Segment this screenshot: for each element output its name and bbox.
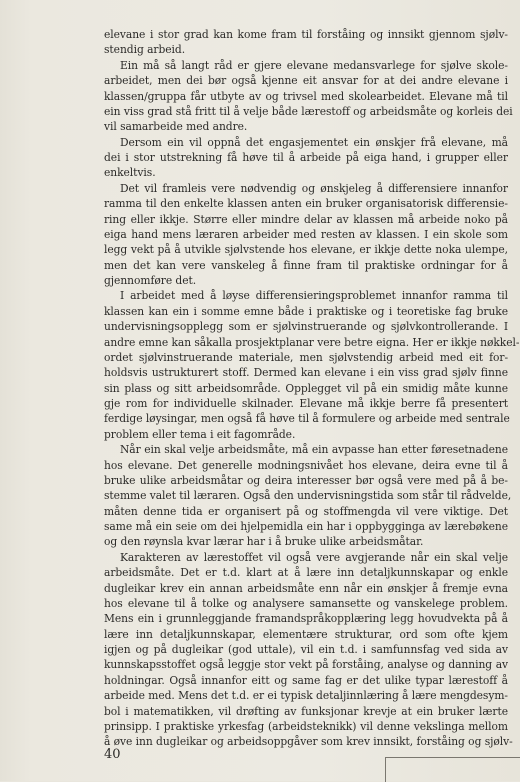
- text-line: og den røynsla kvar lærar har i å bruke ulike arbeidsmåtar.: [104, 535, 424, 549]
- text-line: dugleikar krev ein annan arbeidsmåte enn når ein ønskjer å fremje evna: [104, 581, 508, 595]
- text-line: Når ein skal velje arbeidsmåte, må ein avpasse han etter føresetnadene: [120, 443, 508, 457]
- text-line: ring eller ikkje. Større eller mindre delar av klassen må arbeide noko på: [104, 212, 508, 226]
- text-line: ordet sjølvinstruerande materiale, men sjølvstendig arbeid med eit for-: [104, 350, 508, 364]
- text-line: gjennomføre det.: [104, 274, 197, 287]
- text-line: andre emne kan såkalla prosjektplanar vere betre eigna. Her er ikkje nøkkel-: [104, 335, 520, 349]
- text-line: lære inn detaljkunnskapar, elementære strukturar, ord som ofte kjem: [104, 627, 508, 641]
- text-line: holdsvis ustrukturert stoff. Dermed kan elevane i ein viss grad sjølv finne: [104, 366, 508, 380]
- text-line: Det vil framleis vere nødvendig og ønskjeleg å differensiere innanfor: [120, 181, 508, 195]
- text-line: klassen/gruppa får utbyte av og trivsel med skolearbeidet. Elevane må til: [104, 89, 508, 103]
- text-line: hos elevane til å tolke og analysere samansette og vanskelege problem.: [104, 596, 508, 610]
- text-line: same må ein seie om dei hjelpemidla ein har i oppbygginga av lærebøkene: [104, 520, 508, 533]
- text-line: stendig arbeid.: [104, 43, 186, 57]
- text-line: Ein må så langt råd er gjere elevane medansvarlege for sjølve skole-: [120, 58, 508, 72]
- text-line: I arbeidet med å løyse differensieringsproblemet innanfor ramma til: [120, 289, 508, 303]
- body-text: [104, 27, 520, 750]
- text-line: eiga hand mens læraren arbeider med resten av klassen. I ein skole som: [104, 227, 508, 241]
- text-line: men det kan vere vanskeleg å finne fram til praktiske ordningar for å: [104, 258, 508, 272]
- text-line: arbeidsmåte. Det er t.d. klart at å lære inn detaljkunnskapar og enkle: [104, 566, 508, 580]
- text-line: arbeidet, men dei bør også kjenne eit ansvar for at dei andre elevane i: [104, 74, 508, 88]
- text-line: stemme valet til læraren. Også den undervisningstida som står til rådvelde,: [104, 489, 512, 503]
- text-line: sin plass og sitt arbeidsområde. Opplegget vil på ein smidig måte kunne: [104, 381, 508, 395]
- text-line: klassen kan ein i somme emne både i praktiske og i teoretiske fag bruke: [104, 304, 508, 318]
- text-line: prinsipp. I praktiske yrkesfag (arbeidsteknikk) vil denne vekslinga mellom: [104, 719, 508, 733]
- text-line: ein viss grad stå fritt til å velje både lærestoff og arbeidsmåte og korleis dei: [104, 104, 513, 118]
- text-line: Karakteren av lærestoffet vil også vere avgjerande når ein skal velje: [120, 550, 508, 564]
- text-line: å øve inn dugleikar og arbeidsoppgåver som krev innsikt, forståing og sjølv-: [104, 735, 513, 749]
- text-line: elevane i stor grad kan kome fram til forståing og innsikt gjennom sjølv-: [104, 28, 508, 41]
- text-line: Dersom ein vil oppnå det engasjementet ein ønskjer frå elevane, må: [120, 135, 508, 149]
- text-line: Mens ein i grunnleggjande framandspråkopplæring legg hovudvekta på å: [104, 612, 508, 626]
- text-line: bruke ulike arbeidsmåtar og deira interesser bør også vere med på å be-: [104, 473, 508, 487]
- text-line: ramma til den enkelte klassen anten ein bruker organisatorisk differensie-: [104, 197, 508, 211]
- text-line: bol i matematikken, vil drøfting av funksjonar krevje at ein bruker lærte: [104, 704, 508, 718]
- text-line: enkeltvis.: [104, 166, 156, 180]
- text-line: undervisningsopplegg som er sjølvinstruerande og sjølvkontrollerande. I: [104, 320, 508, 334]
- text-line: arbeide med. Mens det t.d. er ei typisk detaljinnlæring å lære mengdesym-: [104, 689, 508, 703]
- page-number: 40: [104, 747, 121, 762]
- text-line: ferdige løysingar, men også få høve til å formulere og arbeide med sentrale: [104, 412, 510, 426]
- text-line: legg vekt på å utvikle sjølvstende hos elevane, er ikkje dette noka ulempe,: [104, 243, 508, 257]
- text-line: vil samarbeide med andre.: [104, 120, 248, 134]
- scan-corner-mark: [385, 757, 520, 782]
- text-line: kunnskapsstoffet også leggje stor vekt på forståing, analyse og danning av: [104, 658, 508, 672]
- text-line: holdningar. Også innanfor eitt og same fag er det ulike typar lærestoff å: [104, 673, 508, 687]
- text-line: problem eller tema i eit fagområde.: [104, 427, 296, 441]
- text-line: hos elevane. Det generelle modningsnivået hos elevane, deira evne til å: [104, 458, 508, 472]
- text-line: gje rom for individuelle skilnader. Elevane må ikkje berre få presentert: [104, 397, 508, 410]
- text-line: igjen og på dugleikar (god uttale), vil ein t.d. i samfunnsfag ved sida av: [104, 643, 508, 656]
- text-line: dei i stor utstrekning få høve til å arbeide på eiga hand, i grupper eller: [104, 151, 508, 164]
- text-line: måten denne tida er organisert på og stoffmengda vil vere viktige. Det: [104, 504, 508, 518]
